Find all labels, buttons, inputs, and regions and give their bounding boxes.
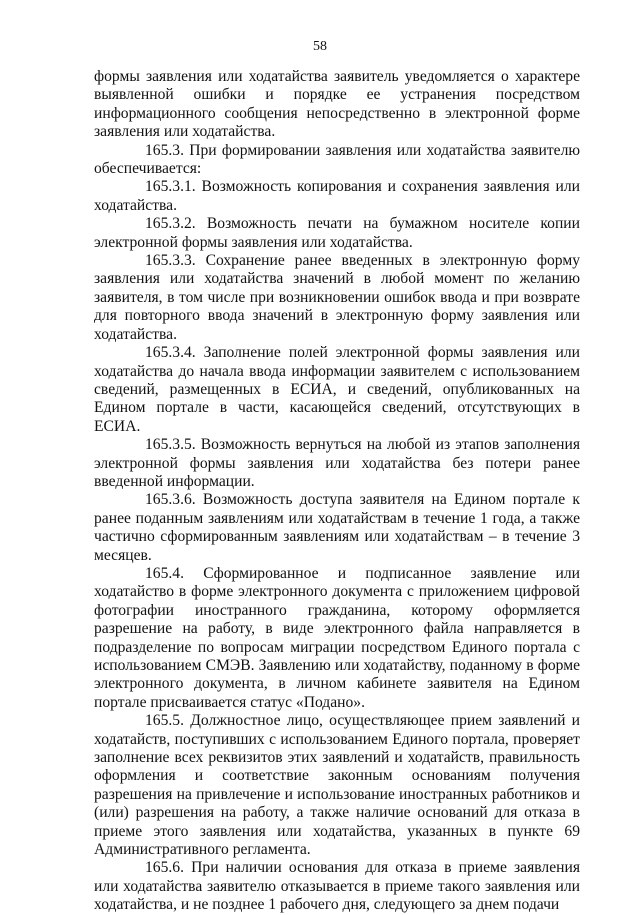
paragraph-continuation: формы заявления или ходатайства заявитель уведомляется о характере выявленной ошибки и порядке ее устранения посредством информационного сообщения непосредственно в электронной форме заявления или ходатайства.	[94, 68, 580, 141]
document-body	[94, 68, 580, 915]
paragraph-165-3-4: 165.3.4. Заполнение полей электронной формы заявления или ходатайства до начала ввода информации заявителем с использованием сведений, размещенных в ЕСИА, и сведений, опубликованных на Едином портале в части, касающейся сведений, отсутствующих в ЕСИА.	[94, 344, 580, 435]
paragraph-165-3-5: 165.3.5. Возможность вернуться на любой из этапов заполнения электронной формы заявления или ходатайства без потери ранее введенной информации.	[94, 436, 580, 490]
paragraph-165-3-1: 165.3.1. Возможность копирования и сохранения заявления или ходатайства.	[94, 178, 580, 214]
paragraph-165-3-6: 165.3.6. Возможность доступа заявителя на Едином портале к ранее поданным заявлениям или ходатайствам в течение 1 года, а также частично сформированным заявлениям или ходатайствам – в течение 3 месяцев.	[94, 491, 580, 564]
paragraph-165-4: 165.4. Сформированное и подписанное заявление или ходатайство в форме электронного документа с приложением цифровой фотографии иностранного гражданина, которому оформляется разрешение на работу, в виде электронного файла направляется в подразделение по вопросам миграции посредством Единого портала с использованием СМЭВ. Заявлению или ходатайству, поданному в форме электронного документа, в личном кабинете заявителя на Едином портале присваивается статус «Подано».	[94, 564, 580, 711]
page-number: 58	[313, 39, 327, 54]
paragraph-165-3-3: 165.3.3. Сохранение ранее введенных в электронную форму заявления или ходатайства значений в любой момент по желанию заявителя, в том числе при возникновении ошибок ввода и при возврате для повторного ввода значений в электронную форму заявления или ходатайства.	[94, 252, 580, 343]
paragraph-165-5: 165.5. Должностное лицо, осуществляющее прием заявлений и ходатайств, поступивших с использованием Единого портала, проверяет заполнение всех реквизитов этих заявлений и ходатайств, правильность оформления и соответствие законным основаниям получения разрешения на привлечение и использование иностранных работников и (или) разрешения на работу, а также наличие оснований для отказа в приеме этого заявления или ходатайства, указанных в пункте 69 Административного регламента.	[94, 712, 580, 859]
paragraph-165-6: 165.6. При наличии основания для отказа в приеме заявления или ходатайства заявителю отказывается в приеме такого заявления или ходатайства, и не позднее 1 рабочего дня, следующего за днем подачи	[94, 859, 580, 914]
paragraph-165-3: 165.3. При формировании заявления или ходатайства заявителю обеспечивается:	[94, 141, 580, 178]
paragraph-165-3-2: 165.3.2. Возможность печати на бумажном носителе копии электронной формы заявления или ходатайства.	[94, 215, 580, 251]
